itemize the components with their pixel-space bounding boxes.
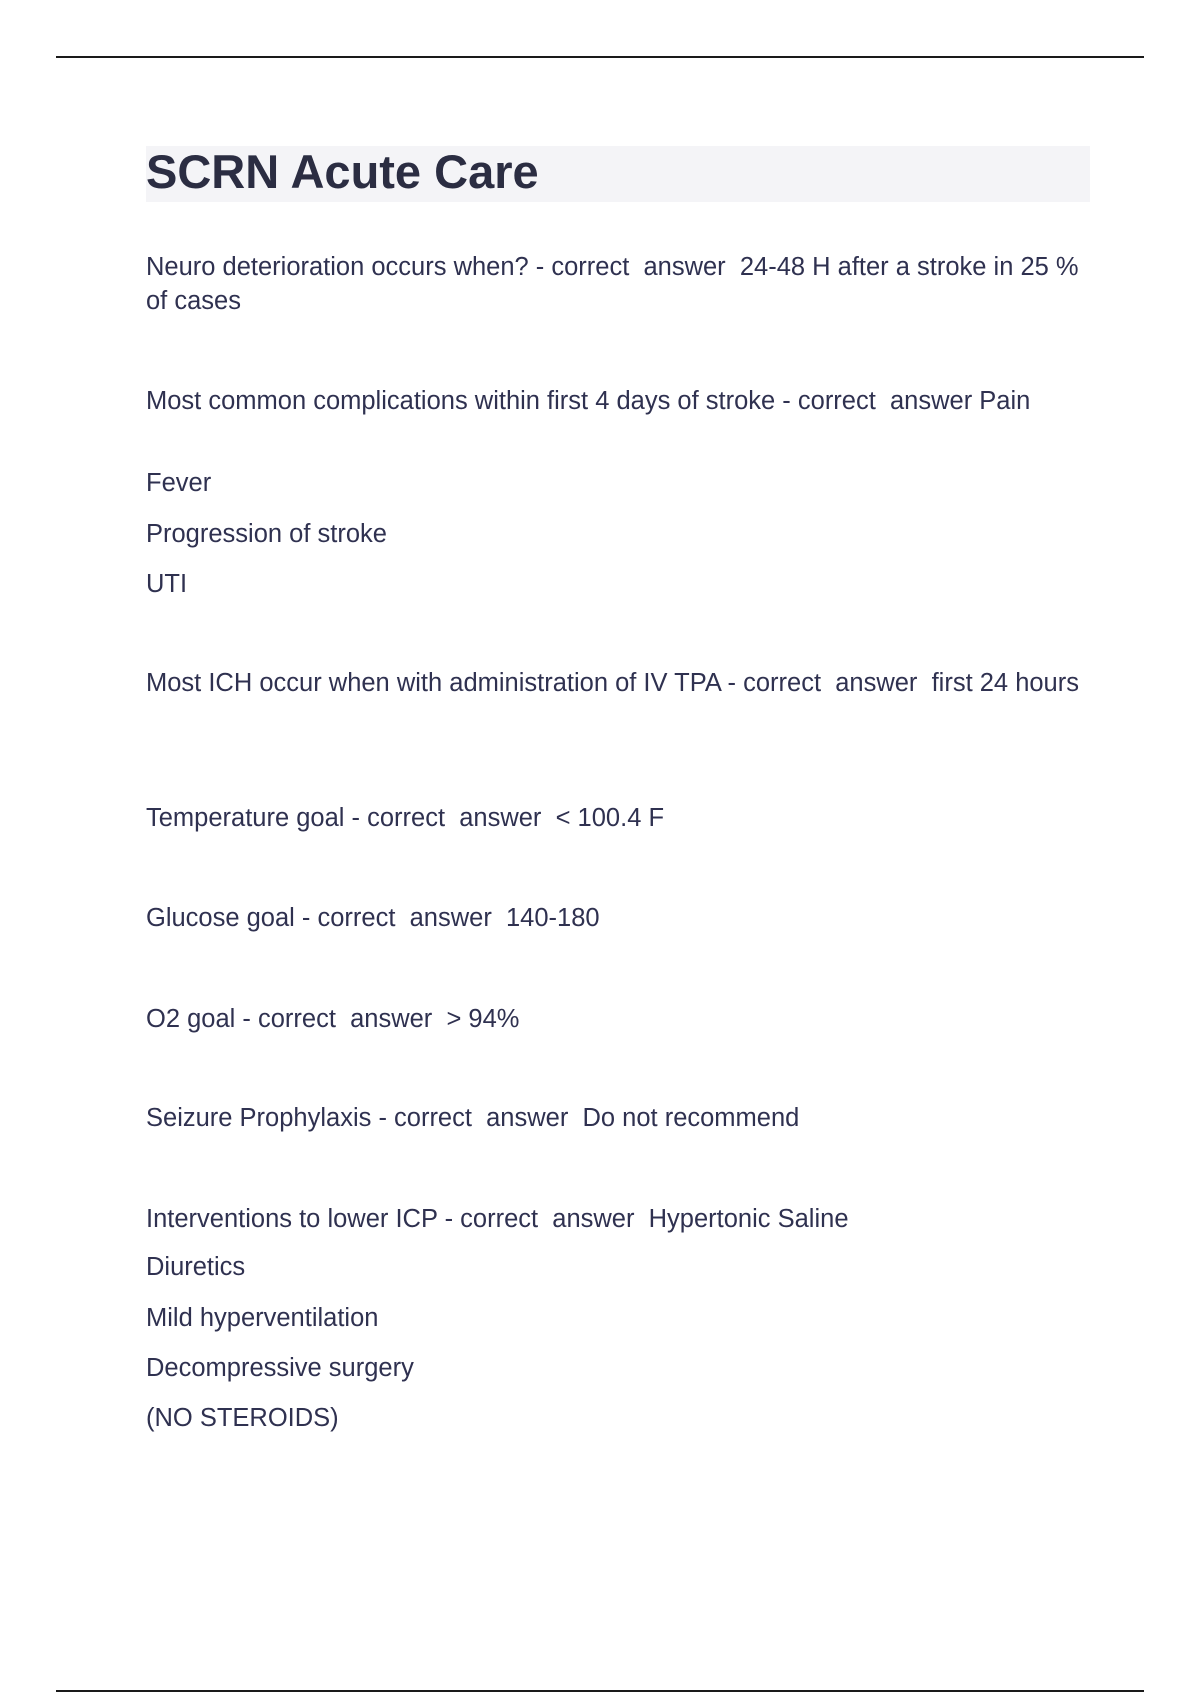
qa-item-glucose-goal: Glucose goal - correct answer 140-180	[146, 904, 600, 932]
answer-line-decompressive-surgery: Decompressive surgery	[146, 1354, 414, 1382]
answer-line-progression: Progression of stroke	[146, 520, 387, 548]
page-title: SCRN Acute Care	[146, 145, 539, 198]
answer-line-hyperventilation: Mild hyperventilation	[146, 1304, 379, 1332]
qa-item-temperature-goal: Temperature goal - correct answer < 100.4 F	[146, 804, 665, 832]
answer-line-no-steroids: (NO STEROIDS)	[146, 1404, 339, 1432]
qa-item-neuro-deterioration: Neuro deterioration occurs when? - correct answer 24-48 H after a stroke in 25 % of cases	[146, 253, 1086, 315]
bottom-divider	[56, 1690, 1144, 1692]
qa-item-seizure-prophylaxis: Seizure Prophylaxis - correct answer Do not recommend	[146, 1104, 800, 1132]
answer-line-uti: UTI	[146, 570, 188, 598]
answer-line-diuretics: Diuretics	[146, 1253, 246, 1281]
qa-item-complications: Most common complications within first 4 days of stroke - correct answer Pain	[146, 387, 1031, 415]
qa-item-icp-interventions: Interventions to lower ICP - correct answer Hypertonic Saline	[146, 1205, 849, 1233]
top-divider	[56, 56, 1144, 58]
qa-item-o2-goal: O2 goal - correct answer > 94%	[146, 1005, 520, 1033]
answer-line-fever: Fever	[146, 469, 212, 497]
qa-item-ich-timing: Most ICH occur when with administration of IV TPA - correct answer first 24 hours	[146, 669, 1079, 697]
